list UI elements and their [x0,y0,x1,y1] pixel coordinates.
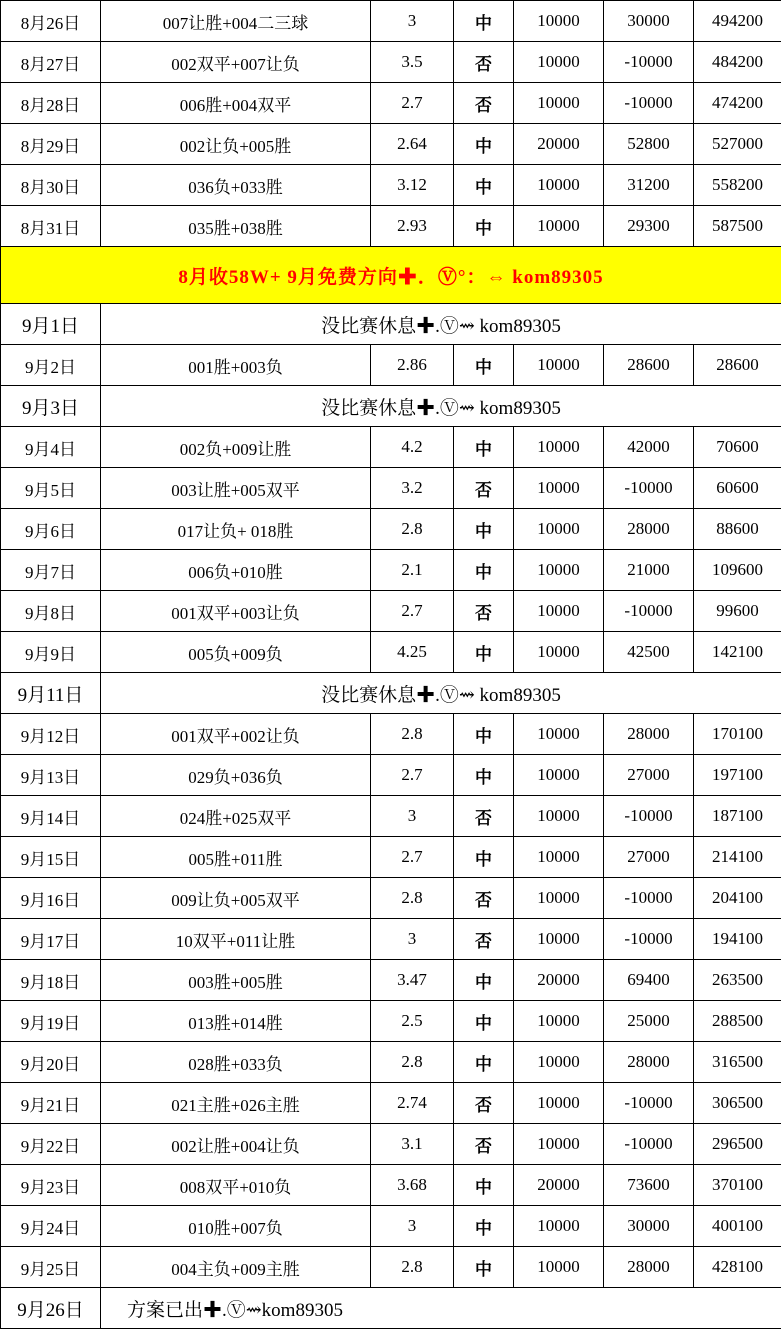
row-profit: 28000 [604,509,694,550]
row-hit: 否 [454,1124,514,1165]
row-profit: -10000 [604,591,694,632]
row-odds: 3.2 [371,468,454,509]
row-hit: 中 [454,1001,514,1042]
row-odds: 2.7 [371,755,454,796]
row-odds: 2.5 [371,1001,454,1042]
table-row [1,755,781,796]
row-profit: 27000 [604,755,694,796]
row-odds: 3.1 [371,1124,454,1165]
row-pick: 001双平+003让负 [101,591,371,632]
table-row [1,165,781,206]
row-hit: 中 [454,1165,514,1206]
rest-day-row [1,304,781,345]
row-pick: 035胜+038胜 [101,206,371,247]
row-pick: 005胜+011胜 [101,837,371,878]
row-profit: 28000 [604,1042,694,1083]
table-row [1,345,781,386]
row-total: 109600 [694,550,781,591]
row-hit: 中 [454,1042,514,1083]
row-hit: 中 [454,165,514,206]
row-pick: 013胜+014胜 [101,1001,371,1042]
row-total: 316500 [694,1042,781,1083]
row-hit: 中 [454,550,514,591]
row-pick: 001双平+002让负 [101,714,371,755]
rest-day-row [1,673,781,714]
row-odds: 2.64 [371,124,454,165]
row-total: 88600 [694,509,781,550]
row-date: 9月16日 [1,878,101,919]
row-odds: 3 [371,796,454,837]
row-pick: 010胜+007负 [101,1206,371,1247]
row-profit: -10000 [604,796,694,837]
row-pick: 002让负+005胜 [101,124,371,165]
row-total: 558200 [694,165,781,206]
row-stake: 10000 [514,878,604,919]
row-hit: 否 [454,1083,514,1124]
row-date: 9月18日 [1,960,101,1001]
row-pick: 005负+009负 [101,632,371,673]
row-stake: 10000 [514,345,604,386]
row-date: 9月9日 [1,632,101,673]
table-row [1,1042,781,1083]
row-pick: 008双平+010负 [101,1165,371,1206]
row-odds: 3.12 [371,165,454,206]
row-profit: 69400 [604,960,694,1001]
row-stake: 10000 [514,42,604,83]
row-hit: 否 [454,919,514,960]
rest-day-row [1,386,781,427]
row-total: 28600 [694,345,781,386]
row-pick: 006负+010胜 [101,550,371,591]
row-hit: 否 [454,42,514,83]
results-table-body [1,1,781,1329]
row-odds: 3.47 [371,960,454,1001]
row-stake: 10000 [514,796,604,837]
table-row [1,632,781,673]
row-profit: 29300 [604,206,694,247]
row-date: 9月11日 [1,673,101,714]
row-profit: -10000 [604,1124,694,1165]
row-date: 9月20日 [1,1042,101,1083]
row-stake: 10000 [514,83,604,124]
row-stake: 10000 [514,165,604,206]
row-total: 99600 [694,591,781,632]
row-stake: 10000 [514,1042,604,1083]
row-profit: 28600 [604,345,694,386]
row-stake: 10000 [514,509,604,550]
row-profit: 31200 [604,165,694,206]
row-date: 9月5日 [1,468,101,509]
row-profit: 73600 [604,1165,694,1206]
row-hit: 中 [454,206,514,247]
row-profit: 42500 [604,632,694,673]
row-profit: 28000 [604,714,694,755]
row-profit: 27000 [604,837,694,878]
row-pick: 003让胜+005双平 [101,468,371,509]
row-date: 9月23日 [1,1165,101,1206]
promo-banner-row [1,247,781,304]
row-pick: 009让负+005双平 [101,878,371,919]
row-date: 8月28日 [1,83,101,124]
row-total: 484200 [694,42,781,83]
row-odds: 3 [371,1206,454,1247]
table-row [1,1206,781,1247]
row-total: 296500 [694,1124,781,1165]
row-total: 263500 [694,960,781,1001]
row-hit: 中 [454,427,514,468]
row-hit: 否 [454,796,514,837]
row-total: 170100 [694,714,781,755]
row-date: 9月17日 [1,919,101,960]
row-stake: 10000 [514,919,604,960]
row-odds: 2.74 [371,1083,454,1124]
row-pick: 007让胜+004二三球 [101,1,371,42]
row-profit: 52800 [604,124,694,165]
row-hit: 中 [454,755,514,796]
row-date: 8月27日 [1,42,101,83]
row-hit: 中 [454,632,514,673]
row-odds: 2.8 [371,509,454,550]
row-stake: 10000 [514,837,604,878]
row-stake: 10000 [514,1001,604,1042]
table-row [1,837,781,878]
row-hit: 中 [454,837,514,878]
rest-day-note: 没比赛休息✚.Ⓥ⇝ kom89305 [101,304,781,345]
row-odds: 4.2 [371,427,454,468]
row-hit: 中 [454,509,514,550]
row-hit: 中 [454,345,514,386]
row-date: 9月25日 [1,1247,101,1288]
row-odds: 2.8 [371,878,454,919]
row-profit: -10000 [604,468,694,509]
row-stake: 10000 [514,1,604,42]
row-total: 142100 [694,632,781,673]
row-date: 9月7日 [1,550,101,591]
row-odds: 3.5 [371,42,454,83]
row-hit: 否 [454,591,514,632]
row-date: 9月1日 [1,304,101,345]
row-stake: 10000 [514,1206,604,1247]
row-pick: 017让负+ 018胜 [101,509,371,550]
table-row [1,878,781,919]
row-stake: 10000 [514,1124,604,1165]
row-stake: 20000 [514,960,604,1001]
row-profit: 30000 [604,1206,694,1247]
rest-day-note: 没比赛休息✚.Ⓥ⇝ kom89305 [101,386,781,427]
table-row [1,1124,781,1165]
row-hit: 中 [454,124,514,165]
row-date: 9月8日 [1,591,101,632]
row-stake: 10000 [514,714,604,755]
row-date: 9月22日 [1,1124,101,1165]
row-odds: 2.7 [371,83,454,124]
row-pick: 002双平+007让负 [101,42,371,83]
row-total: 204100 [694,878,781,919]
table-row [1,796,781,837]
table-row [1,124,781,165]
table-row [1,1165,781,1206]
row-pick: 003胜+005胜 [101,960,371,1001]
row-odds: 2.8 [371,1042,454,1083]
table-row [1,1083,781,1124]
row-profit: 42000 [604,427,694,468]
row-stake: 10000 [514,755,604,796]
row-total: 187100 [694,796,781,837]
table-row [1,591,781,632]
table-row [1,83,781,124]
row-date: 9月26日 [1,1288,101,1329]
row-odds: 3 [371,919,454,960]
row-date: 9月24日 [1,1206,101,1247]
row-odds: 2.7 [371,837,454,878]
row-hit: 否 [454,468,514,509]
row-profit: -10000 [604,919,694,960]
row-total: 400100 [694,1206,781,1247]
row-total: 197100 [694,755,781,796]
row-odds: 3 [371,1,454,42]
row-total: 306500 [694,1083,781,1124]
table-row [1,468,781,509]
table-row [1,1,781,42]
table-row [1,42,781,83]
row-odds: 2.1 [371,550,454,591]
table-row [1,509,781,550]
row-pick: 002让胜+004让负 [101,1124,371,1165]
row-total: 494200 [694,1,781,42]
row-odds: 2.7 [371,591,454,632]
row-stake: 10000 [514,1083,604,1124]
row-stake: 10000 [514,632,604,673]
row-date: 9月13日 [1,755,101,796]
row-pick: 002负+009让胜 [101,427,371,468]
row-date: 9月3日 [1,386,101,427]
row-hit: 中 [454,1247,514,1288]
row-date: 9月6日 [1,509,101,550]
row-profit: 25000 [604,1001,694,1042]
row-hit: 否 [454,83,514,124]
table-row [1,960,781,1001]
row-pick: 10双平+011让胜 [101,919,371,960]
row-profit: -10000 [604,878,694,919]
table-row [1,714,781,755]
row-pick: 028胜+033负 [101,1042,371,1083]
row-stake: 20000 [514,1165,604,1206]
row-date: 8月29日 [1,124,101,165]
table-row [1,427,781,468]
row-odds: 2.86 [371,345,454,386]
row-pick: 001胜+003负 [101,345,371,386]
row-total: 60600 [694,468,781,509]
row-date: 9月4日 [1,427,101,468]
row-pick: 024胜+025双平 [101,796,371,837]
row-date: 9月19日 [1,1001,101,1042]
row-pick: 036负+033胜 [101,165,371,206]
row-stake: 10000 [514,427,604,468]
row-total: 370100 [694,1165,781,1206]
row-stake: 20000 [514,124,604,165]
rest-day-note: 方案已出✚.Ⓥ⇝kom89305 [101,1288,781,1329]
row-hit: 否 [454,878,514,919]
row-profit: 28000 [604,1247,694,1288]
row-hit: 中 [454,714,514,755]
row-total: 214100 [694,837,781,878]
row-odds: 2.8 [371,1247,454,1288]
promo-banner-text: 8月收58W+ 9月免费方向✚．Ⓥ°：⇔ kom89305 [1,247,781,304]
table-row [1,1001,781,1042]
row-date: 9月14日 [1,796,101,837]
row-stake: 10000 [514,591,604,632]
row-total: 527000 [694,124,781,165]
row-date: 9月2日 [1,345,101,386]
row-date: 9月15日 [1,837,101,878]
row-hit: 中 [454,1,514,42]
row-date: 8月31日 [1,206,101,247]
row-pick: 029负+036负 [101,755,371,796]
rest-day-row [1,1288,781,1329]
row-profit: -10000 [604,42,694,83]
table-row [1,206,781,247]
row-hit: 中 [454,1206,514,1247]
row-date: 9月12日 [1,714,101,755]
row-date: 9月21日 [1,1083,101,1124]
row-stake: 10000 [514,550,604,591]
row-total: 288500 [694,1001,781,1042]
table-row [1,919,781,960]
row-pick: 006胜+004双平 [101,83,371,124]
row-odds: 2.93 [371,206,454,247]
row-stake: 10000 [514,468,604,509]
row-total: 194100 [694,919,781,960]
table-row [1,550,781,591]
row-date: 8月26日 [1,1,101,42]
row-stake: 10000 [514,206,604,247]
row-total: 428100 [694,1247,781,1288]
row-total: 70600 [694,427,781,468]
row-profit: -10000 [604,83,694,124]
row-total: 587500 [694,206,781,247]
row-stake: 10000 [514,1247,604,1288]
row-hit: 中 [454,960,514,1001]
row-profit: 30000 [604,1,694,42]
table-row [1,1247,781,1288]
rest-day-note: 没比赛休息✚.Ⓥ⇝ kom89305 [101,673,781,714]
row-pick: 004主负+009主胜 [101,1247,371,1288]
row-profit: 21000 [604,550,694,591]
row-odds: 4.25 [371,632,454,673]
row-date: 8月30日 [1,165,101,206]
row-total: 474200 [694,83,781,124]
row-odds: 2.8 [371,714,454,755]
row-odds: 3.68 [371,1165,454,1206]
row-profit: -10000 [604,1083,694,1124]
row-pick: 021主胜+026主胜 [101,1083,371,1124]
